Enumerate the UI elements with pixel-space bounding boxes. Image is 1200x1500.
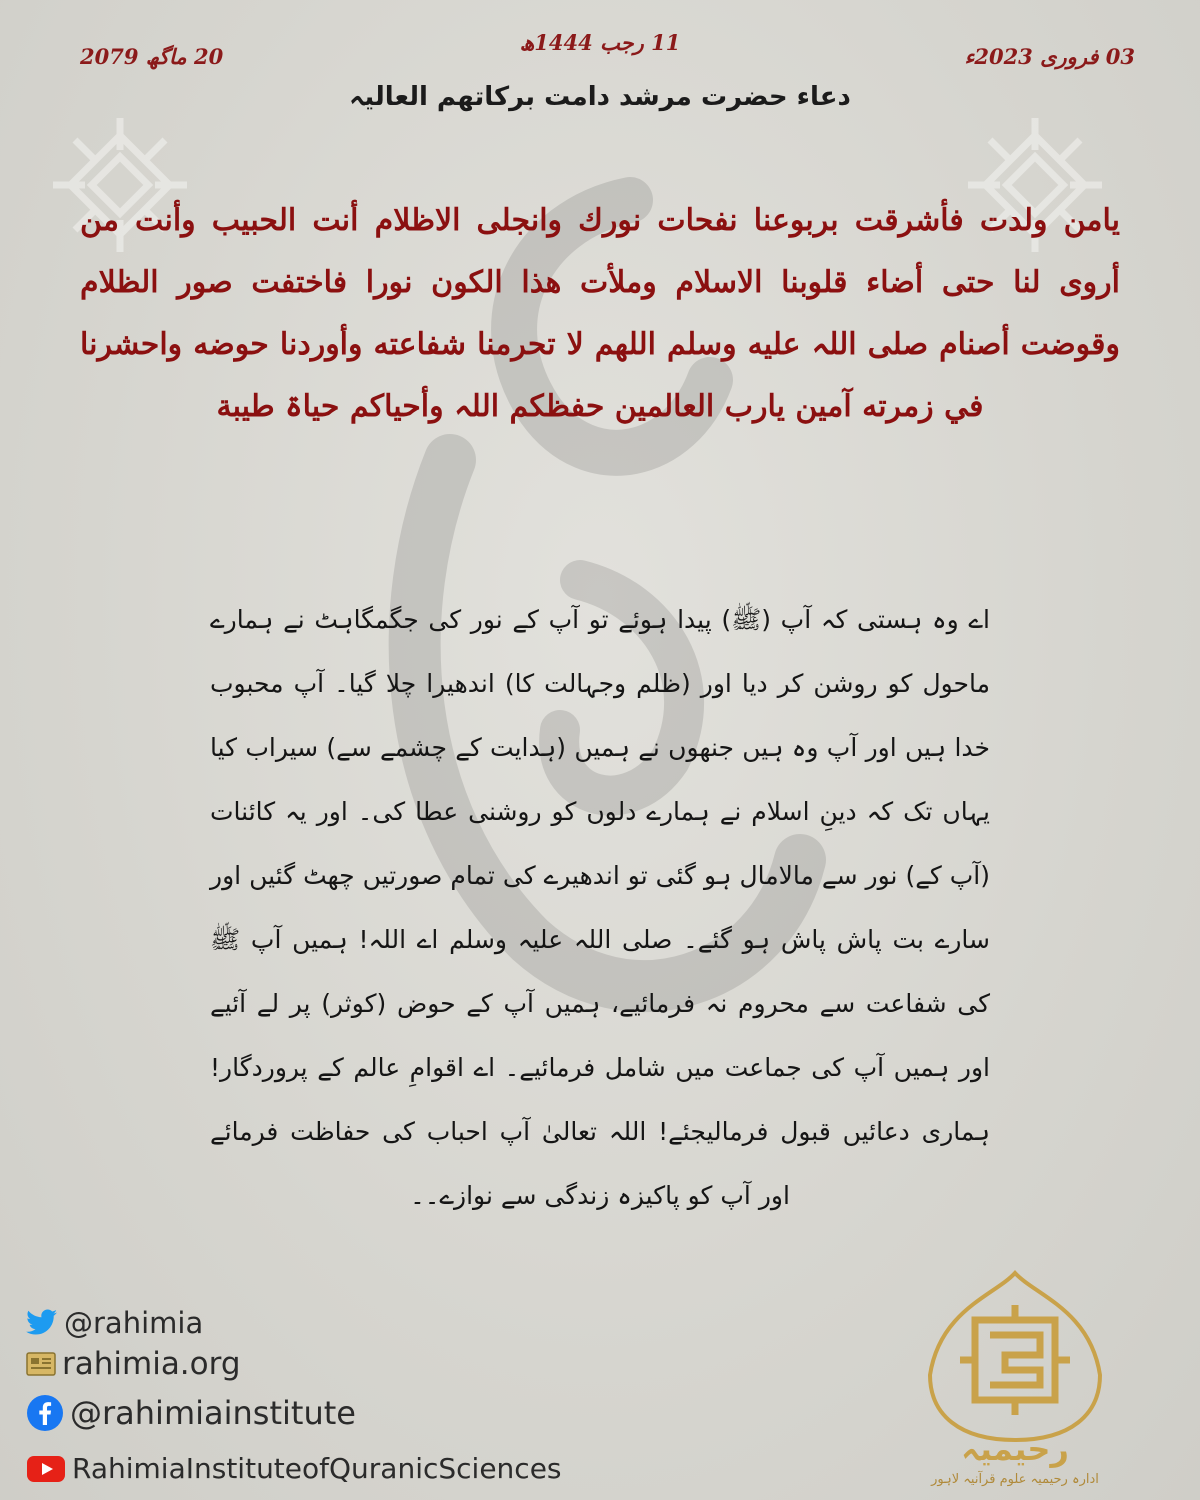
website-link[interactable] [26, 1346, 241, 1382]
facebook-icon [26, 1394, 64, 1432]
youtube-icon [26, 1455, 66, 1483]
bikrami-date: 20 ماگھ 2079 [80, 44, 224, 69]
arabic-prayer: یامن ولدت فأشرقت بربوعنا نفحات نورك وانجلی الاظلام أنت الحبیب وأنت من أروی لنا حتی أضاء قلوبنا الاسلام وملأت ھذا الكون نورا فاختفت صور الظلام وقوضت أصنام صلی اللہ علیه وسلم اللھم لا تحرمنا شفاعته وأوردنا حوضه واحشرنا في زمرته آمین یارب العالمین حفظكم اللہ وأحیاكم حیاۃ طیبة [80, 203, 1120, 424]
gregorian-date: 03 فروری 2023ء [964, 44, 1135, 69]
web-icon [26, 1350, 56, 1378]
twitter-handle[interactable]: @rahimia [64, 1306, 204, 1340]
twitter-link[interactable] [26, 1306, 203, 1340]
rahimia-logo [900, 1265, 1130, 1490]
logo-name: رحیمیہ [961, 1430, 1069, 1468]
facebook-handle[interactable]: @rahimiainstitute [70, 1394, 356, 1432]
youtube-channel[interactable]: RahimiaInstituteofQuranicSciences [72, 1452, 562, 1485]
website-url[interactable]: rahimia.org [62, 1346, 241, 1382]
twitter-icon [26, 1309, 58, 1337]
youtube-link[interactable] [26, 1452, 562, 1485]
urdu-translation: اے وہ ہستی کہ آپ (ﷺ) پیدا ہوئے تو آپ کے نور کی جگمگاہٹ نے ہمارے ماحول کو روشن کر دیا اور (ظلم وجہالت کا) اندھیرا چلا گیا۔ آپ محبوب خدا ہیں اور آپ وہ ہیں جنھوں نے ہمیں (ہدایت کے چشمے سے) سیراب کیا یہاں تک کہ دینِ اسلام نے ہمارے دلوں کو روشنی عطا کی۔ اور یہ کائنات (آپ کے) نور سے مالامال ہو گئی تو اندھیرے کی تمام صورتیں چھٹ گئیں اور سارے بت پاش پاش ہو گئے۔ صلی اللہ علیہ وسلم اے اللہ! ہمیں آپ ﷺ کی شفاعت سے محروم نہ فرمائیے، ہمیں آپ کے حوض (کوثر) پر لے آئیے اور ہمیں آپ کی جماعت میں شامل فرمائیے۔ اے اقوامِ عالم کے پروردگار! ہماری دعائیں قبول فرمالیجئے! اللہ تعالیٰ آپ احباب کی حفاظت فرمائے اور آپ کو پاکیزہ زندگی سے نوازے۔۔ [210, 605, 990, 1210]
page-title: دعاء حضرت مرشد دامت برکاتھم العالیہ [349, 82, 851, 112]
logo-subtitle: ادارہ رحیمیہ علوم قرآنیہ لاہور [931, 1472, 1099, 1487]
facebook-link[interactable] [26, 1394, 356, 1432]
hijri-date: 11 رجب 1444ھ [519, 30, 681, 55]
